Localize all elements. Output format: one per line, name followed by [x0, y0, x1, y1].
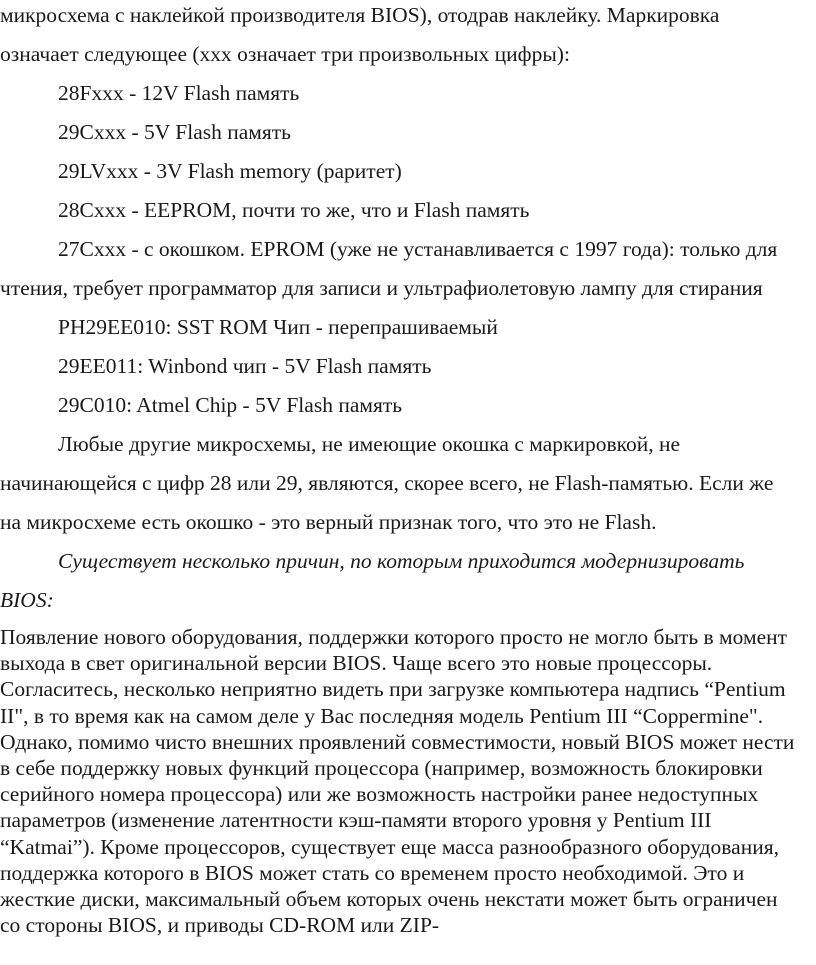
- marking-28c: 28Cxxx - EEPROM, почти то же, что и Flash память: [58, 198, 530, 222]
- chip-29ee011: 29EE011: Winbond чип - 5V Flash память: [58, 354, 432, 378]
- paragraph-other-chips-line-2: начинающейся с цифр 28 или 29, являются, скорее всего, не Flash-памятью. Если же: [0, 471, 774, 495]
- marking-29c: 29Cxxx - 5V Flash память: [58, 120, 291, 144]
- paragraph-other-chips-line-3: на микросхеме есть окошко - это верный признак того, что это не Flash.: [0, 510, 657, 534]
- marking-27c: 27Cxxx - с окошком. EPROM (уже не устанавливается с 1997 года): только для: [58, 237, 778, 261]
- marking-27c-continued: чтения, требует программатор для записи и ультрафиолетовую лампу для стирания: [0, 276, 763, 300]
- marking-28f: 28Fxxx - 12V Flash память: [58, 81, 300, 105]
- chip-29c010: 29C010: Atmel Chip - 5V Flash память: [58, 393, 403, 417]
- section-heading-reasons-bios: BIOS:: [0, 588, 54, 612]
- paragraph-new-hardware: Появление нового оборудования, поддержки которого просто не могло быть в момент выхода в свет оригинальной версии BIOS. Чаще всего это новые процессоры. Согласитесь, несколько неприятно видеть при загрузке компьютера надпись “Pentium II", в то время как на самом деле у Вас последняя модель Pentium III “Coppermine". Однако, помимо чисто внешних проявлений совместимости, новый BIOS может нести в себе поддержку новых функций процессора (например, возможность блокировки серийного номера процессора) или же возможность настройки ранее недоступных параметров (изменение латентности кэш-памяти второго уровня у Pentium III “Katmai”). Кроме процессоров, существует еще масса разнообразного оборудования, поддержка которого в BIOS может стать со временем просто необходимой. Это и жесткие диски, максимальный объем которых очень некстати может быть ограничен со стороны BIOS, и приводы CD-ROM или ZIP-: [0, 625, 795, 938]
- text-line-1: микросхема с наклейкой производителя BIOS), отодрав наклейку. Маркировка: [0, 3, 720, 27]
- section-heading-reasons: Существует несколько причин, по которым приходится модернизировать: [58, 549, 745, 573]
- paragraph-other-chips: Любые другие микросхемы, не имеющие окошка с маркировкой, не: [58, 432, 680, 456]
- marking-29lv: 29LVxxx - 3V Flash memory (раритет): [58, 159, 402, 183]
- text-line-2: означает следующее (ххх означает три произвольных цифры):: [0, 42, 570, 66]
- chip-ph29ee010: PH29EE010: SST ROM Чип - перепрашиваемый: [58, 315, 498, 339]
